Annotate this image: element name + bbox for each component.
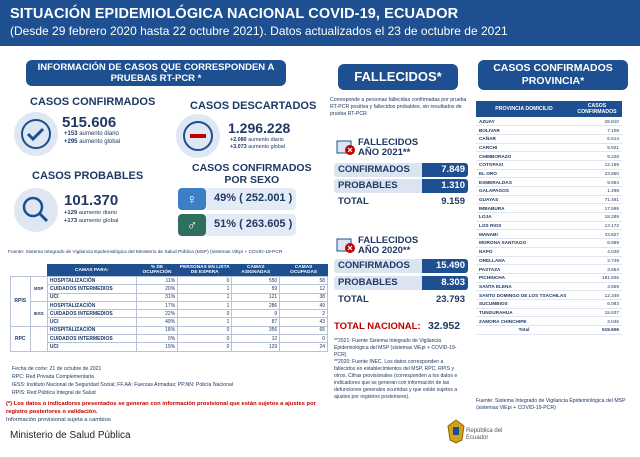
- hosp-legend2: IESS: Instituto Nacional de Seguridad Social; FF.AA: Fuerzas Armadas; PP.NN: Policía Nacional: [12, 382, 234, 388]
- table-row: UCI 31% 1 121 38: [11, 293, 328, 301]
- table-row: CAÑAR 6.614: [476, 134, 622, 143]
- male-icon: ♂: [178, 214, 206, 236]
- table-row: AZUAY 28.810: [476, 117, 622, 126]
- probables-label: CASOS PROBABLES: [32, 170, 144, 182]
- male-value: 51% ( 263.605 ): [214, 218, 293, 230]
- probables-value: 101.370: [64, 192, 119, 209]
- table-row: GALAPAGOS 1.498: [476, 187, 622, 196]
- table-row: ZAMORA CHINCHIPE 3.046: [476, 317, 622, 326]
- ecuador-logo-text: República del Ecuador: [466, 428, 503, 441]
- header-banner: [0, 0, 640, 46]
- table-row: CARCHI 9.921: [476, 143, 622, 152]
- table-row: NAPO 4.028: [476, 247, 622, 256]
- fallecidos-title: FALLECIDOS*: [338, 64, 458, 90]
- disclaimer-red: (*) Los datos o indicadores presentados se generan con información provisional que están sujetos a ajustes por registro posteriores o validación.: [6, 401, 316, 415]
- fallecidos-note2: **2020: Fuente INEC. Los datos corresponden a fallecidos en establecimientos del MSP, RPC, RPIS y otros. Cifras provisionales (corresponden a los datos e indicadores que se generan con información de las defunciones generales ocurridas y que están sujetos a ajustes por registros posteriores).: [334, 359, 458, 400]
- table-row: COTOPAXI 12.199: [476, 160, 622, 169]
- table-row: UCI 19% 0 129 24: [11, 343, 328, 351]
- table-row: RPIS MSP HOSPITALIZACIÓN 11% 0 550 58: [11, 277, 328, 285]
- pruebas-source: Fuente: Sistema Integrado de Vigilancia Epidemiológica del Ministerio de Salud Pública (MSP) (sistemas ViEpi + COVID-19-PCR: [8, 250, 283, 255]
- table-row: LOS RIOS 13.172: [476, 221, 622, 230]
- fallecidos-2020-confirmados: 15.490: [422, 259, 468, 273]
- table-row: IESS HOSPITALIZACIÓN 17% 1 286 49: [11, 301, 328, 309]
- rpis-group: RPIS: [11, 277, 31, 327]
- fallecidos-2021-confirmados: 7.849: [422, 163, 468, 177]
- fallecidos-2020-probables: 8.303: [422, 276, 468, 290]
- sub-group: IESS: [30, 301, 47, 326]
- check-shield-icon: [14, 112, 58, 156]
- page-subtitle: (Desde 29 febrero 2020 hasta 22 octubre 2021). Datos actualizados el 23 de octubre de 2021: [10, 24, 508, 38]
- table-row: ORELLANA 3.749: [476, 256, 622, 265]
- table-row: CUIDADOS INTERMEDIOS 20% 1 59 12: [11, 285, 328, 293]
- table-row: LOJA 18.289: [476, 213, 622, 222]
- confirmados-label: CASOS CONFIRMADOS: [30, 96, 156, 108]
- fallecidos-2021-label: FALLECIDOS AÑO 2021**: [358, 137, 419, 158]
- table-row: MORONA SANTIAGO 6.889: [476, 239, 622, 248]
- table-row: PICHINCHA 191.826: [476, 273, 622, 282]
- descartados-value: 1.296.228: [228, 120, 291, 136]
- sexo-label: CASOS CONFIRMADOS POR SEXO: [192, 162, 312, 186]
- table-row: CUIDADOS INTERMEDIOS 0% 0 12 0: [11, 335, 328, 343]
- table-row: IMBABURA 17.595: [476, 204, 622, 213]
- hospital-beds-table: CAMAS PARA: % DE OCUPACIÓN PERSONAS EN LISTA DE ESPERA CAMAS ASIGNADAS CAMAS OCUPADAS RPIS MSP HOSPITALIZACIÓN 11% 0 550 58 CUIDADOS INTERMEDIOS 20% 1 59 12 UCI 31% 1 121 38 IESS HOSPITALIZACIÓN 17% 1 286 49 CUIDADOS INTERMEDIOS 22% 0 9 2 UCI 49% 1 87 43 RPC HOSPITALIZACIÓN 18% 0 356 65 CUIDADOS INTERMEDIOS 0% 0 12 0 UCI 19% 0 129 24: [10, 264, 328, 352]
- table-row: EL ORO 23.850: [476, 169, 622, 178]
- table-row: RPC HOSPITALIZACIÓN 18% 0 356 65: [11, 326, 328, 334]
- fallecidos-2021-probables: 1.310: [422, 179, 468, 193]
- fallecidos-2020-icon: [336, 236, 356, 254]
- disclaimer-normal: Información provisional sujeta a cambios: [6, 417, 111, 423]
- descartados-label: CASOS DESCARTADOS: [190, 100, 317, 112]
- table-row: SUCUMBIOS 6.083: [476, 299, 622, 308]
- fallecidos-2021-total: 9.159: [422, 195, 468, 209]
- pruebas-title: INFORMACIÓN DE CASOS QUE CORRESPONDEN A PRUEBAS RT-PCR *: [26, 60, 286, 86]
- table-row: MANABI 33.827: [476, 230, 622, 239]
- table-row: PASTAZA 3.654: [476, 265, 622, 274]
- table-row: CUIDADOS INTERMEDIOS 22% 0 9 2: [11, 310, 328, 318]
- total-row: Total 515.606: [476, 326, 622, 335]
- fallecidos-2021-icon: [336, 138, 356, 156]
- rpc-group: RPC: [11, 326, 31, 351]
- table-row: BOLIVAR 7.108: [476, 126, 622, 135]
- provincia-table: PROVINCIA DOMICILIO CASOS CONFIRMADOS AZUAY 28.810 BOLIVAR 7.108 CAÑAR 6.614 CARCHI 9.921 CHIMBORAZO 9.228 COTOPAXI 12.199 EL ORO 23.850 ESMERALDAS 9.884 GALAPAGOS 1.498 GUAYAS 71.461 IMBABURA 17.595 LOJA 18.289 LOS RIOS 13.172 MANABI 33.827 MORONA SANTIAGO 6.889 NAPO 4.028 ORELLANA 3.749 PASTAZA 3.654 PICHINCHA 191.826 SANTA ELENA 4.569 SANTO DOMINGO DE LOS TSACHILAS 12.349 SUCUMBIOS 6.083 TUNGURAHUA 15.937 ZAMORA CHINCHIPE 3.046 Total 515.606: [476, 101, 622, 335]
- total-nacional-value: 32.952: [428, 320, 461, 332]
- provincia-source: Fuente: Sistema Integrado de Vigilancia Epidemiológica del MSP (sistemas ViEpi + COVID-19-PCR): [476, 398, 626, 411]
- female-value: 49% ( 252.001 ): [214, 192, 293, 204]
- table-row: SANTA ELENA 4.569: [476, 282, 622, 291]
- provincia-title: CASOS CONFIRMADOS PROVINCIA*: [478, 60, 628, 90]
- total-nacional-label: TOTAL NACIONAL:: [334, 321, 421, 332]
- table-row: TUNGURAHUA 15.937: [476, 308, 622, 317]
- fallecidos-desc: Corresponde a personas fallecidas confirmadas por prueba RT-PCR positiva y fallecidos probables, sin resultados de prueba RT-PCR: [330, 97, 467, 117]
- hosp-legend3: RPIS: Red Pública Integral de Salud: [12, 390, 96, 396]
- hosp-fecha: Fecha de corte: 21 de octubre de 2021: [12, 366, 102, 372]
- ministerio-label: Ministerio de Salud Pública: [10, 430, 131, 441]
- confirmados-value: 515.606: [62, 114, 117, 131]
- minus-shield-icon: [176, 114, 220, 158]
- fallecidos-note1: **2021: Fuente Sistema Integrado de Vigilancia Epidemiológica del MSP (sistemas ViEpi + COVID-19-PCR): [334, 338, 457, 358]
- table-row: CHIMBORAZO 9.228: [476, 152, 622, 161]
- female-icon: ♀: [178, 188, 206, 210]
- page-title: SITUACIÓN EPIDEMIOLÓGICA NACIONAL COVID-19, ECUADOR: [10, 6, 459, 22]
- table-row: ESMERALDAS 9.884: [476, 178, 622, 187]
- fallecidos-2020-label: FALLECIDOS AÑO 2020**: [358, 235, 419, 256]
- table-row: GUAYAS 71.461: [476, 195, 622, 204]
- table-row: UCI 49% 1 87 43: [11, 318, 328, 326]
- table-row: SANTO DOMINGO DE LOS TSACHILAS 12.349: [476, 291, 622, 300]
- fallecidos-2020-total: 23.793: [422, 293, 468, 307]
- magnifier-icon: [14, 188, 58, 232]
- sub-group: MSP: [30, 277, 47, 302]
- hosp-legend1: RPC: Red Privada Complementaria: [12, 374, 94, 380]
